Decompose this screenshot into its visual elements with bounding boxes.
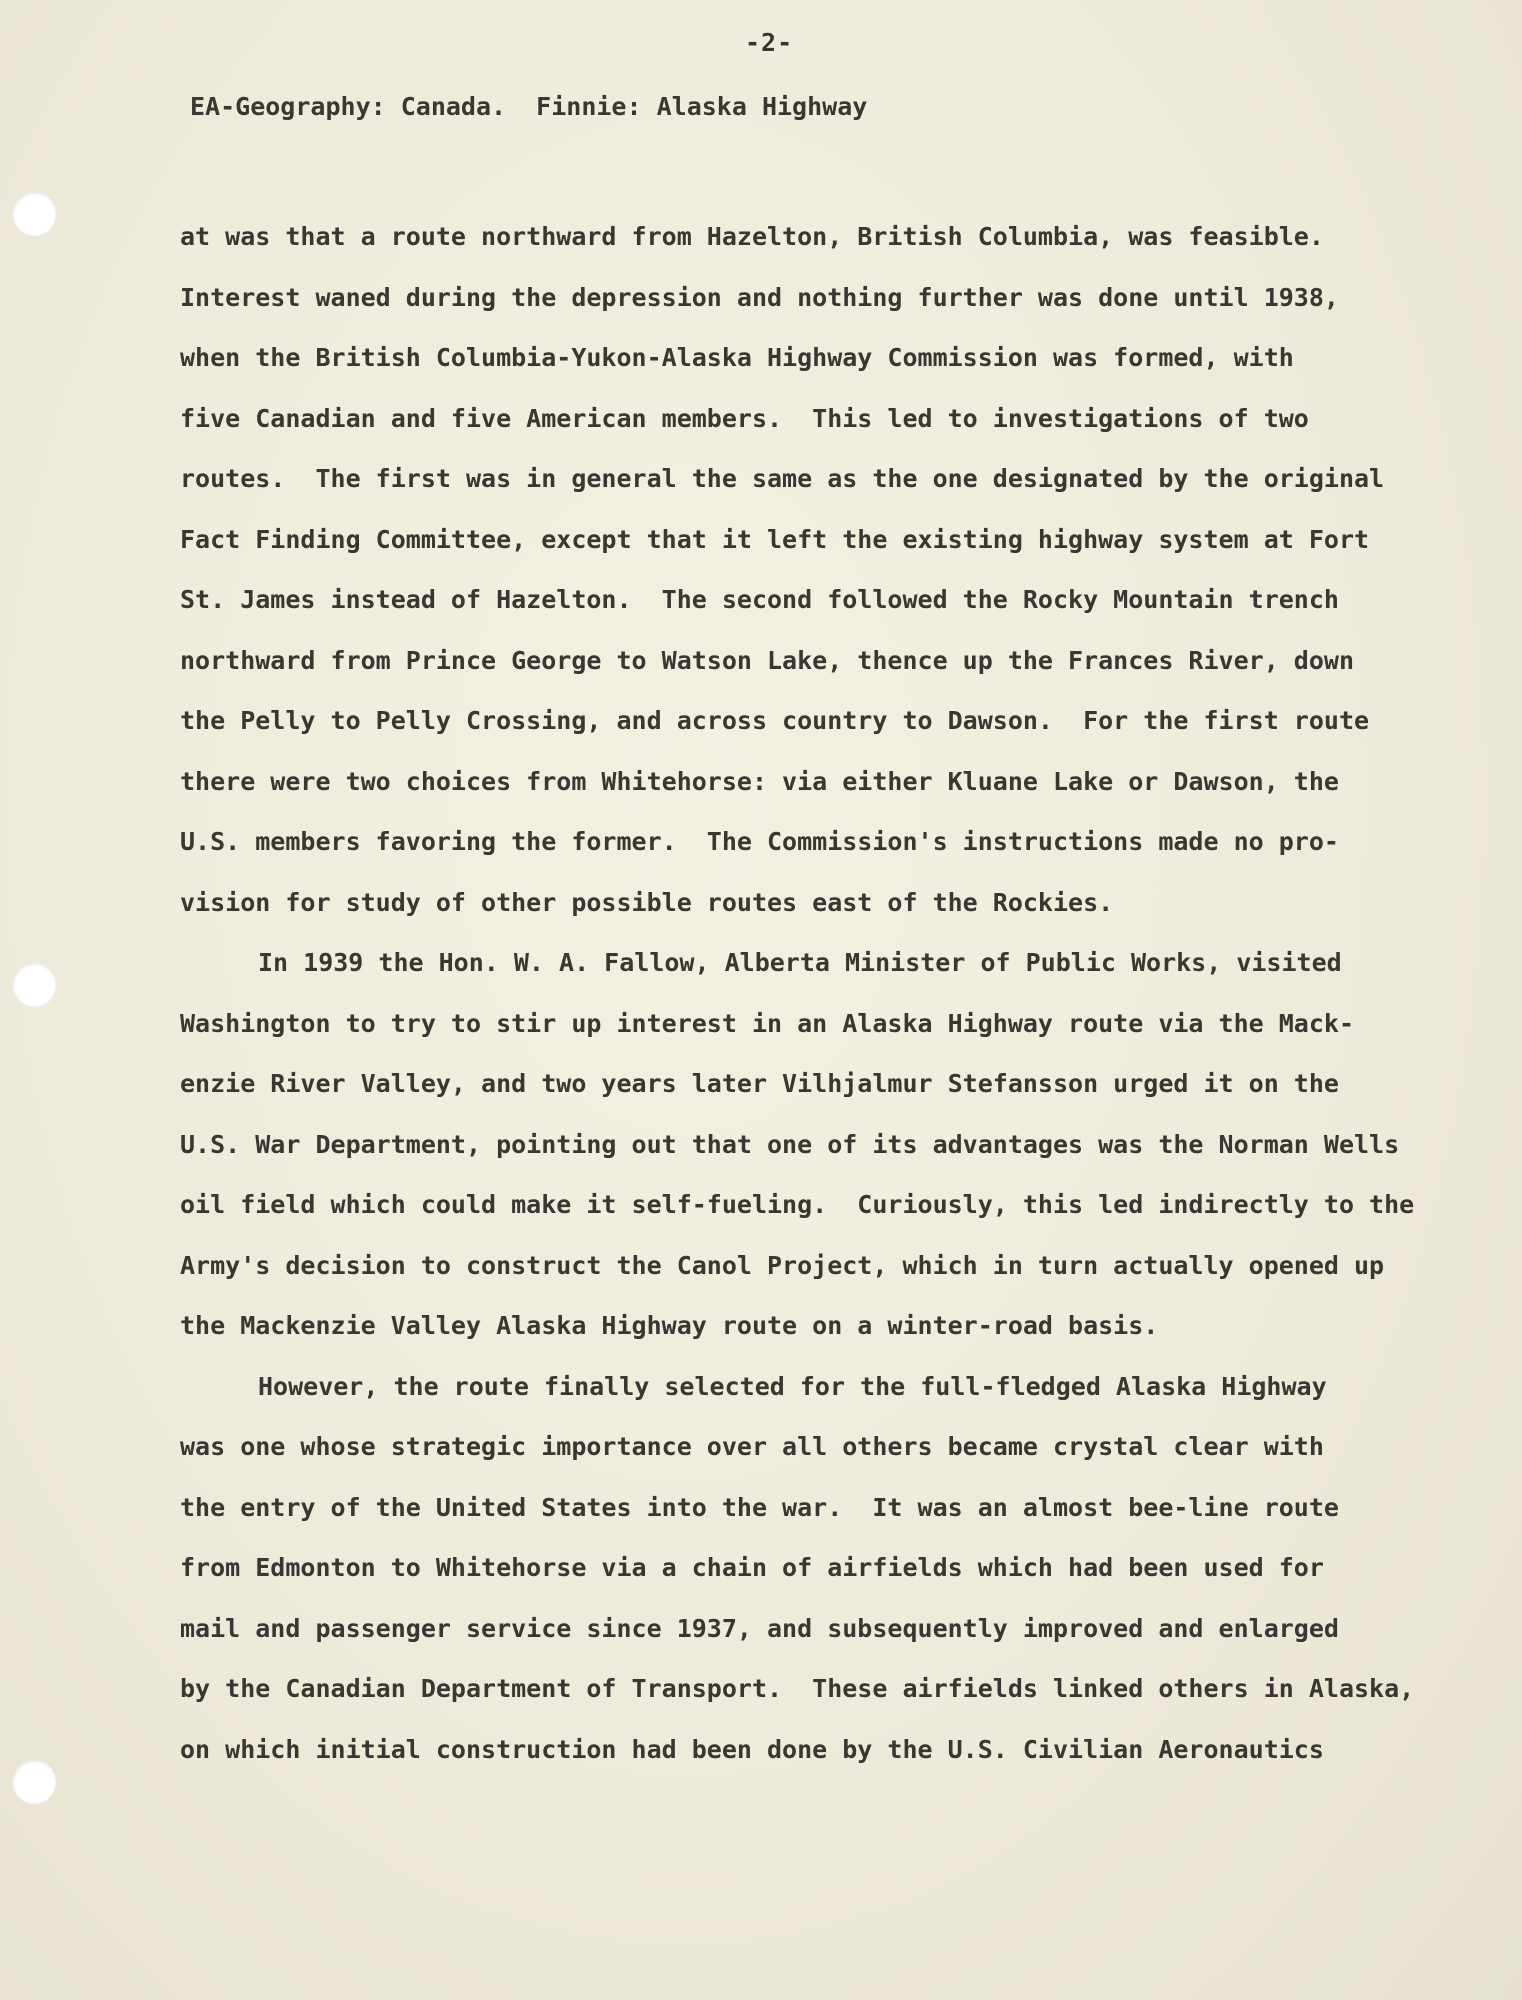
document-header: EA-Geography: Canada. Finnie: Alaska Highway <box>190 92 868 121</box>
text-line: when the British Columbia-Yukon-Alaska Highway Commission was formed, with <box>180 343 1294 372</box>
text-line: by the Canadian Department of Transport. These airfields linked others in Alaska, <box>180 1674 1415 1703</box>
text-line: However, the route finally selected for the full-fledged Alaska Highway <box>258 1371 1327 1401</box>
text-line: the entry of the United States into the war. It was an almost bee-line route <box>180 1492 1339 1522</box>
text-line: from Edmonton to Whitehorse via a chain of airfields which had been used for <box>180 1553 1324 1582</box>
punch-hole <box>12 192 56 236</box>
paragraph-2 <box>180 933 1460 1357</box>
text-line: on which initial construction had been done by the U.S. Civilian Aeronautics <box>180 1734 1324 1764</box>
text-line: Washington to try to stir up interest in an Alaska Highway route via the Mack- <box>180 1008 1354 1038</box>
text-line: routes. The first was in general the same as the one designated by the original <box>180 464 1385 493</box>
text-line: the Pelly to Pelly Crossing, and across country to Dawson. For the first route <box>180 706 1370 735</box>
punch-hole <box>12 1760 56 1804</box>
body-text <box>180 207 1460 1780</box>
text-line: vision for study of other possible routes east of the Rockies. <box>180 887 1114 917</box>
text-line: enzie River Valley, and two years later Vilhjalmur Stefansson urged it on the <box>180 1069 1339 1098</box>
text-line: Fact Finding Committee, except that it left the existing highway system at Fort <box>180 524 1370 554</box>
text-line: U.S. War Department, pointing out that one of its advantages was the Norman Wells <box>180 1129 1400 1159</box>
text-line: mail and passenger service since 1937, and subsequently improved and enlarged <box>180 1613 1339 1643</box>
paragraph-3 <box>180 1357 1460 1781</box>
text-line: Army's decision to construct the Canol Project, which in turn actually opened up <box>180 1250 1385 1280</box>
text-line: St. James instead of Hazelton. The second followed the Rocky Mountain trench <box>180 585 1339 614</box>
text-line: the Mackenzie Valley Alaska Highway route on a winter-road basis. <box>180 1311 1159 1340</box>
page-number: -2- <box>745 28 794 57</box>
text-line: at was that a route northward from Hazelton, British Columbia, was feasible. <box>180 222 1324 251</box>
text-line: U.S. members favoring the former. The Commission's instructions made no pro- <box>180 827 1339 856</box>
text-line: oil field which could make it self-fueling. Curiously, this led indirectly to the <box>180 1190 1415 1219</box>
text-line: northward from Prince George to Watson Lake, thence up the Frances River, down <box>180 645 1354 675</box>
text-line: was one whose strategic importance over all others became crystal clear with <box>180 1432 1324 1461</box>
text-line: there were two choices from Whitehorse: via either Kluane Lake or Dawson, the <box>180 766 1339 796</box>
text-line: In 1939 the Hon. W. A. Fallow, Alberta Minister of Public Works, visited <box>258 948 1342 977</box>
text-line: five Canadian and five American members. This led to investigations of two <box>180 403 1309 433</box>
paragraph-1 <box>180 207 1460 933</box>
text-line: Interest waned during the depression and nothing further was done until 1938, <box>180 282 1339 312</box>
punch-hole <box>12 963 56 1007</box>
